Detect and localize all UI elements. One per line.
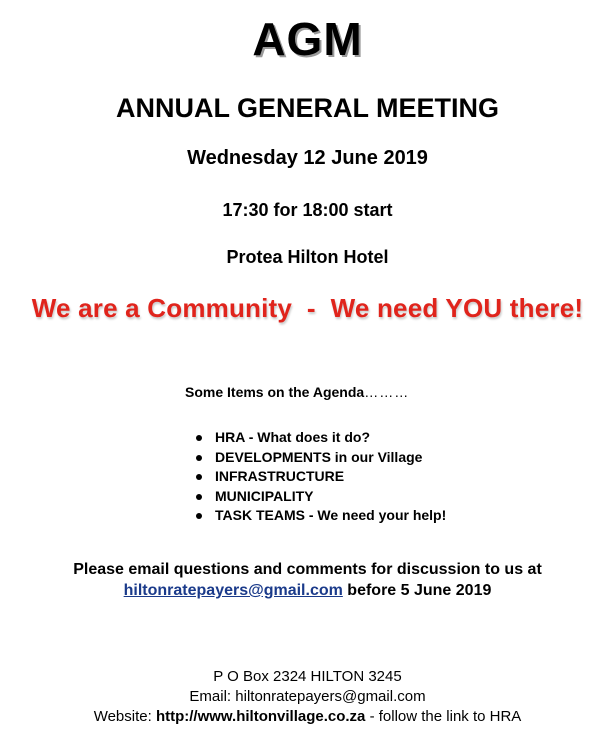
footer-website (0, 707, 615, 727)
agenda-item (196, 448, 446, 468)
meeting-subtitle: ANNUAL GENERAL MEETING (115, 93, 500, 123)
footer-website-link[interactable]: http://www.hiltonvillage.co.za (155, 708, 366, 725)
agenda-item-text: INFRASTRUCTURE (215, 468, 345, 484)
bullet-icon (196, 455, 202, 461)
bullet-icon (196, 435, 202, 441)
email-link[interactable]: hiltonratepayers@gmail.com (123, 582, 343, 599)
bullet-icon (196, 513, 202, 519)
community-slogan: We are a Community - We need YOU there! (31, 293, 584, 323)
agm-title: AGM (252, 13, 363, 65)
agenda-item-text: TASK TEAMS - We need your help! (215, 507, 447, 523)
email-deadline: before 5 June 2019 (342, 582, 492, 599)
agenda-item-text: MUNICIPALITY (215, 487, 314, 504)
agenda-heading (185, 384, 409, 400)
agenda-heading-text: Some Items on the Agenda (185, 384, 365, 400)
agenda-item-text: HRA - What does it do? (215, 429, 371, 445)
footer (0, 667, 615, 727)
meeting-time: 17:30 for 18:00 start (222, 200, 393, 220)
meeting-venue: Protea Hilton Hotel (226, 247, 389, 267)
footer-email (0, 687, 615, 707)
agenda-item-text: DEVELOPMENTS in our Village (215, 448, 423, 465)
agenda-item (196, 506, 446, 526)
footer-email-label: Email: (189, 688, 236, 705)
agenda-list (196, 428, 446, 526)
bullet-icon (196, 474, 202, 480)
email-paragraph-line1: Please email questions and comments for discussion to us at (73, 561, 542, 578)
agenda-item (196, 428, 446, 448)
meeting-date: Wednesday 12 June 2019 (187, 147, 428, 169)
agenda-heading-dots: ……… (364, 384, 410, 400)
email-paragraph (0, 559, 615, 601)
email-paragraph-line2 (0, 580, 615, 601)
agenda-item (196, 487, 446, 507)
footer-website-label: Website: (93, 708, 156, 725)
footer-website-suffix: - follow the link to HRA (365, 708, 522, 725)
footer-email-value[interactable]: hiltonratepayers@gmail.com (235, 688, 426, 705)
agenda-item (196, 467, 446, 487)
footer-address: P O Box 2324 HILTON 3245 (213, 668, 402, 685)
bullet-icon (196, 494, 202, 500)
